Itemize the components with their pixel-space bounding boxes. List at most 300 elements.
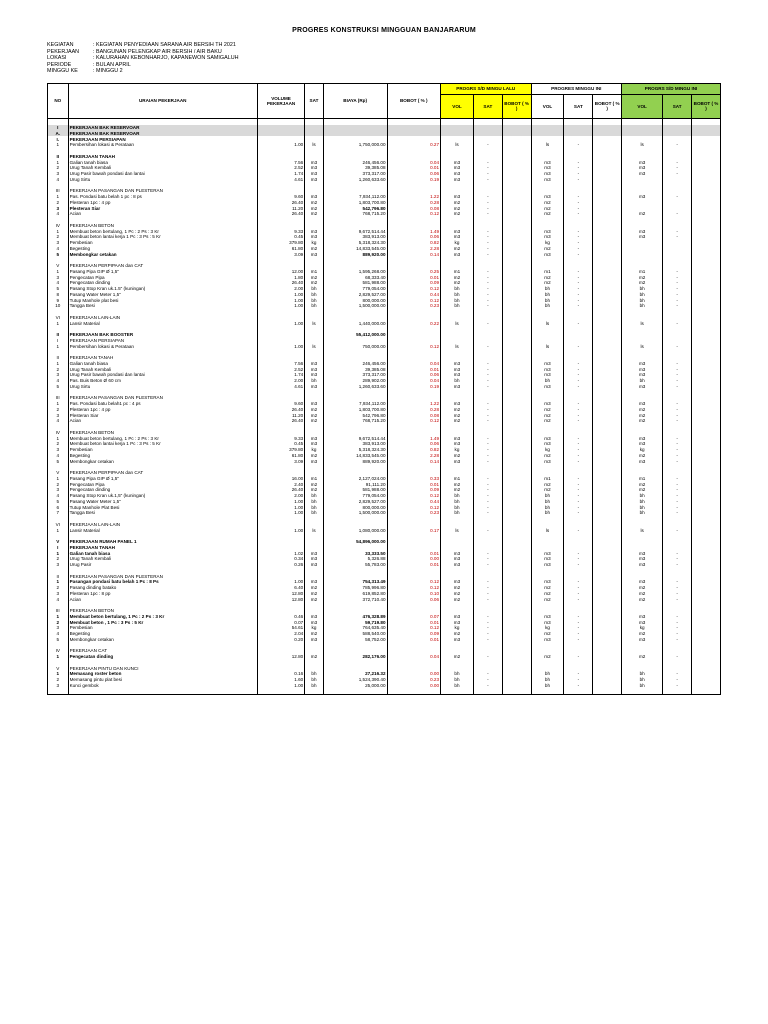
cell-cur-sat: -	[564, 453, 593, 459]
cell-bobot: 0.17	[387, 527, 441, 533]
cell-no: IV	[48, 648, 69, 654]
cell-biaya: 1,440,000.00	[323, 320, 387, 326]
cell-sat: m2	[305, 591, 324, 597]
cell-prev-sat	[473, 688, 502, 694]
cell-uraian: Lansir Material	[68, 320, 257, 326]
cell-uraian: Pengecatan dinding	[68, 654, 257, 660]
cell-cur-sat: -	[564, 320, 593, 326]
cell-no: IV	[48, 223, 69, 229]
cell-biaya: 39,385.08	[323, 165, 387, 171]
cell-uraian: PEKERJAAN BAK BOOSTER	[68, 332, 257, 338]
cell-no: 2	[48, 366, 69, 372]
cell-biaya: 55,783.00	[323, 562, 387, 568]
cell-bobot: 0.01	[387, 637, 441, 643]
cell-uraian: Galian tanah biasa	[68, 361, 257, 367]
cell-no: 1	[48, 320, 69, 326]
cell-no: I	[48, 545, 69, 551]
cell-cum-sat: -	[663, 637, 692, 643]
cell-cur-vol: bh	[531, 286, 564, 292]
cell-bobot: 0.00	[387, 556, 441, 562]
meta-value: : BULAN APRIL	[93, 61, 131, 68]
cell-no: 10	[48, 303, 69, 309]
cell-prev-sat: -	[473, 527, 502, 533]
cell-cur-bobot	[593, 688, 622, 694]
cell-cur-vol: m3	[531, 614, 564, 620]
cell-sat: bh	[305, 493, 324, 499]
cell-no: 3	[48, 625, 69, 631]
cell-prev-vol: m3	[441, 251, 474, 257]
cell-biaya: 542,796.80	[323, 412, 387, 418]
cell-sat	[305, 688, 324, 694]
cell-sat: bh	[305, 303, 324, 309]
cell-no: 4	[48, 280, 69, 286]
cell-uraian: PEKERJAAN PINTU DAN KUNCI	[68, 665, 257, 671]
cell-prev-sat: -	[473, 596, 502, 602]
cell-biaya: 750,000.00	[323, 343, 387, 349]
cell-cur-vol: ls	[531, 527, 564, 533]
cell-bobot: 0.07	[387, 614, 441, 620]
cell-biaya: 2,829,527.00	[323, 499, 387, 505]
cell-uraian: Pasang Stop Kran uk.1,5" (kuningan)	[68, 493, 257, 499]
cell-prev-sat: -	[473, 654, 502, 660]
meta-key: PERIODE	[47, 61, 72, 68]
cell-bobot: 0.23	[387, 677, 441, 683]
meta-key: KEGIATAN	[47, 42, 74, 48]
cell-bobot: 0.25	[387, 269, 441, 275]
cell-sat: m3	[305, 458, 324, 464]
cell-no: 4	[48, 418, 69, 424]
cell-cum-vol: m3	[622, 234, 663, 240]
cell-volume: 1.00	[257, 683, 304, 689]
cell-cur-sat: -	[564, 372, 593, 378]
cell-cum-sat: -	[663, 372, 692, 378]
cell-sat: ls	[305, 320, 324, 326]
cell-prev-vol: m2	[441, 246, 474, 252]
cell-prev-vol: bh	[441, 303, 474, 309]
cell-cum-vol: bh	[622, 499, 663, 505]
cell-cur-vol: m3	[531, 579, 564, 585]
cell-volume: 26.40	[257, 211, 304, 217]
cell-cur-sat: -	[564, 177, 593, 183]
cell-bobot: 2.28	[387, 246, 441, 252]
cell-cur-vol: m3	[531, 159, 564, 165]
cell-sat: m3	[305, 372, 324, 378]
meta-key: PEKERJAAN	[47, 48, 80, 55]
cell-cum-vol: m2	[622, 591, 663, 597]
cell-uraian: PEKERJAAN CAT	[68, 648, 257, 654]
cell-uraian: PEKERJAAN PERPIPAAN dan CAT	[68, 263, 257, 269]
cell-cum-vol: bh	[622, 303, 663, 309]
cell-prev-sat: -	[473, 142, 502, 148]
cell-volume: 1.00	[257, 297, 304, 303]
cell-sat: m3	[305, 366, 324, 372]
group-header-prev: PROGRS S/D MINGU LALU	[441, 84, 532, 95]
cell-prev-sat: -	[473, 579, 502, 585]
cell-prev-vol: m3	[441, 361, 474, 367]
cell-bobot: 0.19	[387, 177, 441, 183]
cell-prev-vol: m1	[441, 476, 474, 482]
cell-sat: m2	[305, 453, 324, 459]
cell-cur-vol: kg	[531, 240, 564, 246]
cell-cum-vol: m2	[622, 407, 663, 413]
cell-no: 1	[48, 579, 69, 585]
cell-sat: m2	[305, 481, 324, 487]
cell-volume: 61.80	[257, 246, 304, 252]
cell-prev-vol: kg	[441, 240, 474, 246]
cell-cur-sat: -	[564, 677, 593, 683]
cell-no: 4	[48, 596, 69, 602]
cell-biaya: 588,540.00	[323, 631, 387, 637]
cell-volume: 3.09	[257, 458, 304, 464]
cell-no: 3	[48, 240, 69, 246]
cell-uraian: Kunci gembok	[68, 683, 257, 689]
cell-sat: kg	[305, 447, 324, 453]
cell-uraian: PEKERJAAN TANAH	[68, 545, 257, 551]
cell-volume: 2.52	[257, 366, 304, 372]
cell-prev-sat: -	[473, 234, 502, 240]
cell-cur-vol: m3	[531, 550, 564, 556]
cell-cum-vol: m3	[622, 366, 663, 372]
cell-cur-vol: kg	[531, 447, 564, 453]
cell-biaya: 1,500,000.00	[323, 510, 387, 516]
cell-no: 3	[48, 591, 69, 597]
cell-cum-vol: m3	[622, 556, 663, 562]
cell-cur-sat: -	[564, 211, 593, 217]
cell-cur-sat: -	[564, 562, 593, 568]
cell-cum-sat: -	[663, 234, 692, 240]
cell-no: 1	[48, 343, 69, 349]
cell-cum-sat: -	[663, 550, 692, 556]
cell-prev-sat: -	[473, 499, 502, 505]
cell-prev-sat: -	[473, 269, 502, 275]
cell-cum-sat: -	[663, 435, 692, 441]
cell-prev-sat: -	[473, 200, 502, 206]
cell-bobot: 0.33	[387, 476, 441, 482]
cell-uraian: Pembesian	[68, 240, 257, 246]
cell-biaya: 282,176.00	[323, 654, 387, 660]
cell-volume: 6.40	[257, 585, 304, 591]
cell-cur-sat: -	[564, 343, 593, 349]
cell-cur-sat: -	[564, 550, 593, 556]
cell-cum-vol: bh	[622, 510, 663, 516]
col-header-sat: SAT	[305, 84, 324, 119]
cell-no: 6	[48, 504, 69, 510]
cell-uraian: Pembesian	[68, 625, 257, 631]
cell-cum-vol: m3	[622, 165, 663, 171]
cell-sat: m3	[305, 251, 324, 257]
cell-cur-vol: m3	[531, 619, 564, 625]
cell-uraian: Pasang Water Meter 1,5"	[68, 499, 257, 505]
cell-bobot: 0.12	[387, 343, 441, 349]
cell-volume: 9.60	[257, 401, 304, 407]
cell-prev-vol: bh	[441, 504, 474, 510]
cell-uraian: Acian	[68, 596, 257, 602]
cell-cur-sat: -	[564, 441, 593, 447]
cell-bobot: 0.06	[387, 171, 441, 177]
cell-sat: m1	[305, 476, 324, 482]
cell-volume: 9.60	[257, 194, 304, 200]
cell-prev-vol: ls	[441, 343, 474, 349]
cell-prev-vol: m3	[441, 234, 474, 240]
cell-cur-sat: -	[564, 476, 593, 482]
cell-cur-vol: m3	[531, 458, 564, 464]
cell-prev-vol: m2	[441, 280, 474, 286]
cell-bobot: 1.22	[387, 194, 441, 200]
cell-sat: m3	[305, 384, 324, 390]
cell-bobot: 0.09	[387, 280, 441, 286]
cell-biaya: 779,054.00	[323, 286, 387, 292]
cell-no: II	[48, 154, 69, 160]
cell-uraian: Pengecatan Pipa	[68, 481, 257, 487]
cell-volume: 1.00	[257, 579, 304, 585]
cell-prev-vol: bh	[441, 671, 474, 677]
cell-cum-vol: bh	[622, 677, 663, 683]
cell-volume: 2.04	[257, 631, 304, 637]
cell-cur-sat: -	[564, 637, 593, 643]
cell-biaya: 7,934,112.00	[323, 401, 387, 407]
cell-uraian: Pasang Water Meter 1,5"	[68, 292, 257, 298]
cell-prev-vol: m2	[441, 211, 474, 217]
cell-sat: bh	[305, 504, 324, 510]
cell-prev-vol: m2	[441, 591, 474, 597]
cell-uraian: Pas. Pondasi batu belah1 pc : 4 ps	[68, 401, 257, 407]
cell-uraian: PEKERJAAN PERSIAPAN	[68, 338, 257, 344]
cell-sat: m2	[305, 246, 324, 252]
cell-uraian: Membongkar cetakan	[68, 458, 257, 464]
progress-table	[47, 83, 721, 695]
cell-no: 2	[48, 585, 69, 591]
cell-uraian: Galian tanah biasa	[68, 550, 257, 556]
cell-prev-sat: -	[473, 274, 502, 280]
cell-cur-vol: m2	[531, 631, 564, 637]
cell-sat: m3	[305, 435, 324, 441]
cell-uraian: Plesteran Siar	[68, 205, 257, 211]
cell-cur-vol: m2	[531, 246, 564, 252]
cell-sat: bh	[305, 510, 324, 516]
cell-prev-sat: -	[473, 591, 502, 597]
cell-cur-vol: m2	[531, 585, 564, 591]
cell-no: I	[48, 338, 69, 344]
cell-uraian: Tangga Besi	[68, 510, 257, 516]
cell-bobot: 0.06	[387, 234, 441, 240]
cell-cum-vol: m2	[622, 654, 663, 660]
cell-prev-vol: m3	[441, 228, 474, 234]
cell-uraian: Pembesian	[68, 447, 257, 453]
cell-sat: m3	[305, 619, 324, 625]
cell-bobot: 0.44	[387, 499, 441, 505]
cell-no: III	[48, 188, 69, 194]
cell-biaya: 581,988.00	[323, 487, 387, 493]
cell-uraian: Plesteran 1pc : 4 pp	[68, 200, 257, 206]
cell-bobot: 0.04	[387, 159, 441, 165]
cell-cur-vol: m2	[531, 418, 564, 424]
cell-volume: 12.80	[257, 654, 304, 660]
cell-no: III	[48, 608, 69, 614]
cell-bobot	[387, 688, 441, 694]
sub-header-sat: SAT	[473, 94, 502, 118]
cell-prev-sat: -	[473, 441, 502, 447]
cell-volume: 0.16	[257, 671, 304, 677]
cell-sat: kg	[305, 625, 324, 631]
cell-prev-vol: m3	[441, 194, 474, 200]
cell-cum-vol: bh	[622, 504, 663, 510]
cell-biaya: 383,913.00	[323, 441, 387, 447]
cell-prev-vol: m2	[441, 654, 474, 660]
cell-no: 3	[48, 487, 69, 493]
cell-uraian: PEKERJAAN BETON	[68, 223, 257, 229]
cell-prev-vol: m3	[441, 562, 474, 568]
cell-volume: 54.61	[257, 625, 304, 631]
cell-cur-vol: m1	[531, 476, 564, 482]
cell-prev-sat: -	[473, 177, 502, 183]
cell-cur-sat: -	[564, 401, 593, 407]
cell-cur-sat: -	[564, 292, 593, 298]
cell-prev-sat: -	[473, 303, 502, 309]
cell-bobot: 0.82	[387, 240, 441, 246]
cell-no: 1	[48, 269, 69, 275]
cell-no: 4	[48, 453, 69, 459]
cell-bobot: 0.04	[387, 378, 441, 384]
cell-no: 4	[48, 177, 69, 183]
cell-bobot: 1.49	[387, 228, 441, 234]
cell-no: 3	[48, 372, 69, 378]
cell-volume: 1.00	[257, 510, 304, 516]
meta-value: : BANGUNAN PELENGKAP AIR BERSIH / AIR BAKU	[93, 48, 222, 55]
cell-no: 1	[48, 476, 69, 482]
cell-bobot: 0.28	[387, 407, 441, 413]
cell-cum-sat: -	[663, 619, 692, 625]
cell-biaya: 889,920.00	[323, 251, 387, 257]
cell-no: 3	[48, 205, 69, 211]
cell-prev-vol: ls	[441, 527, 474, 533]
cell-no: 9	[48, 297, 69, 303]
sub-header-bobot: BOBOT ( % )	[502, 94, 531, 118]
cell-uraian: Begesting	[68, 453, 257, 459]
cell-prev-sat: -	[473, 240, 502, 246]
cell-uraian: PEKERJAAN LAIN-LAIN	[68, 522, 257, 528]
cell-no: 1	[48, 654, 69, 660]
cell-uraian: Pembersihan lokasi & Perataan	[68, 142, 257, 148]
cell-sat: m2	[305, 654, 324, 660]
cell-cur-sat: -	[564, 499, 593, 505]
cell-cur-vol: kg	[531, 625, 564, 631]
cell-prev-vol: m3	[441, 366, 474, 372]
cell-sat: m3	[305, 228, 324, 234]
cell-prev-vol: m2	[441, 631, 474, 637]
cell-bobot: 0.09	[387, 631, 441, 637]
cell-cur-vol: m2	[531, 596, 564, 602]
cell-cum-sat	[663, 688, 692, 694]
cell-volume: 61.80	[257, 453, 304, 459]
cell-volume: 379.80	[257, 447, 304, 453]
cell-biaya: 54,896,000.00	[323, 539, 387, 545]
cell-sat: bh	[305, 499, 324, 505]
cell-no: 3	[48, 683, 69, 689]
cell-prev-vol: bh	[441, 493, 474, 499]
cell-prev-sat: -	[473, 637, 502, 643]
cell-cum-sat: -	[663, 378, 692, 384]
cell-prev-sat: -	[473, 401, 502, 407]
cell-cum-vol: m2	[622, 596, 663, 602]
cell-prev-vol: ls	[441, 320, 474, 326]
cell-prev-sat: -	[473, 159, 502, 165]
cell-cum-sat: -	[663, 591, 692, 597]
cell-prev-vol: m3	[441, 556, 474, 562]
cell-cur-vol: ls	[531, 343, 564, 349]
cell-sat: ls	[305, 527, 324, 533]
cell-uraian: Pas. Buis Beton Ø 60 cm	[68, 378, 257, 384]
cell-cum-vol: bh	[622, 292, 663, 298]
cell-cum-sat: -	[663, 292, 692, 298]
cell-prev-sat: -	[473, 447, 502, 453]
col-header-volume: VOLUME PEKERJAAN	[257, 84, 304, 119]
cell-cum-vol: m3	[622, 171, 663, 177]
cell-volume: 26.40	[257, 200, 304, 206]
cell-volume: 0.46	[257, 614, 304, 620]
cell-prev-vol: m2	[441, 407, 474, 413]
cell-uraian: Begesting	[68, 246, 257, 252]
cell-volume: 379.80	[257, 240, 304, 246]
cell-sat: m2	[305, 200, 324, 206]
cell-sat: m3	[305, 194, 324, 200]
cell-no: 3	[48, 562, 69, 568]
cell-volume: 2.00	[257, 378, 304, 384]
cell-cum-sat: -	[663, 407, 692, 413]
cell-prev-vol: m2	[441, 412, 474, 418]
cell-prev-sat: -	[473, 165, 502, 171]
cell-cur-vol: m3	[531, 228, 564, 234]
cell-cur-sat: -	[564, 297, 593, 303]
cell-prev-sat: -	[473, 453, 502, 459]
cell-prev-sat: -	[473, 361, 502, 367]
cell-biaya: 768,715.20	[323, 418, 387, 424]
cell-biaya: 91,111.20	[323, 481, 387, 487]
cell-cur-sat: -	[564, 384, 593, 390]
cell-cur-sat: -	[564, 286, 593, 292]
cell-uraian: Pengecatan dinding	[68, 487, 257, 493]
cell-cur-sat: -	[564, 240, 593, 246]
cell-uraian: Pengecatan dinding	[68, 280, 257, 286]
cell-bobot: 0.23	[387, 510, 441, 516]
cell-biaya: 373,317.00	[323, 171, 387, 177]
cell-biaya: 800,000.00	[323, 504, 387, 510]
cell-prev-sat: -	[473, 493, 502, 499]
cell-cur-vol: bh	[531, 499, 564, 505]
cell-bobot: 0.14	[387, 251, 441, 257]
sub-header-vol: VOL	[622, 94, 663, 118]
cell-cum-sat: -	[663, 280, 692, 286]
cell-biaya: 1,260,633.60	[323, 177, 387, 183]
cell-volume: 1.80	[257, 274, 304, 280]
cell-cum-vol: m2	[622, 631, 663, 637]
cell-cum-vol: m3	[622, 372, 663, 378]
cell-cur-sat: -	[564, 625, 593, 631]
cell-cur-sat: -	[564, 447, 593, 453]
cell-volume: 1.00	[257, 303, 304, 309]
cell-bobot: 2.28	[387, 453, 441, 459]
cell-no: 1	[48, 614, 69, 620]
cell-prev-sat: -	[473, 418, 502, 424]
cell-prev-sat: -	[473, 550, 502, 556]
cell-biaya: 33,333.50	[323, 550, 387, 556]
cell-no: 5	[48, 637, 69, 643]
cell-cum-vol: m2	[622, 585, 663, 591]
cell-uraian: Pasang Pipa GIP Ø 1,5"	[68, 476, 257, 482]
cell-cum-sat: -	[663, 228, 692, 234]
cell-sat: m3	[305, 441, 324, 447]
cell-biaya: 9,672,514.44	[323, 228, 387, 234]
cell-cur-vol: bh	[531, 671, 564, 677]
